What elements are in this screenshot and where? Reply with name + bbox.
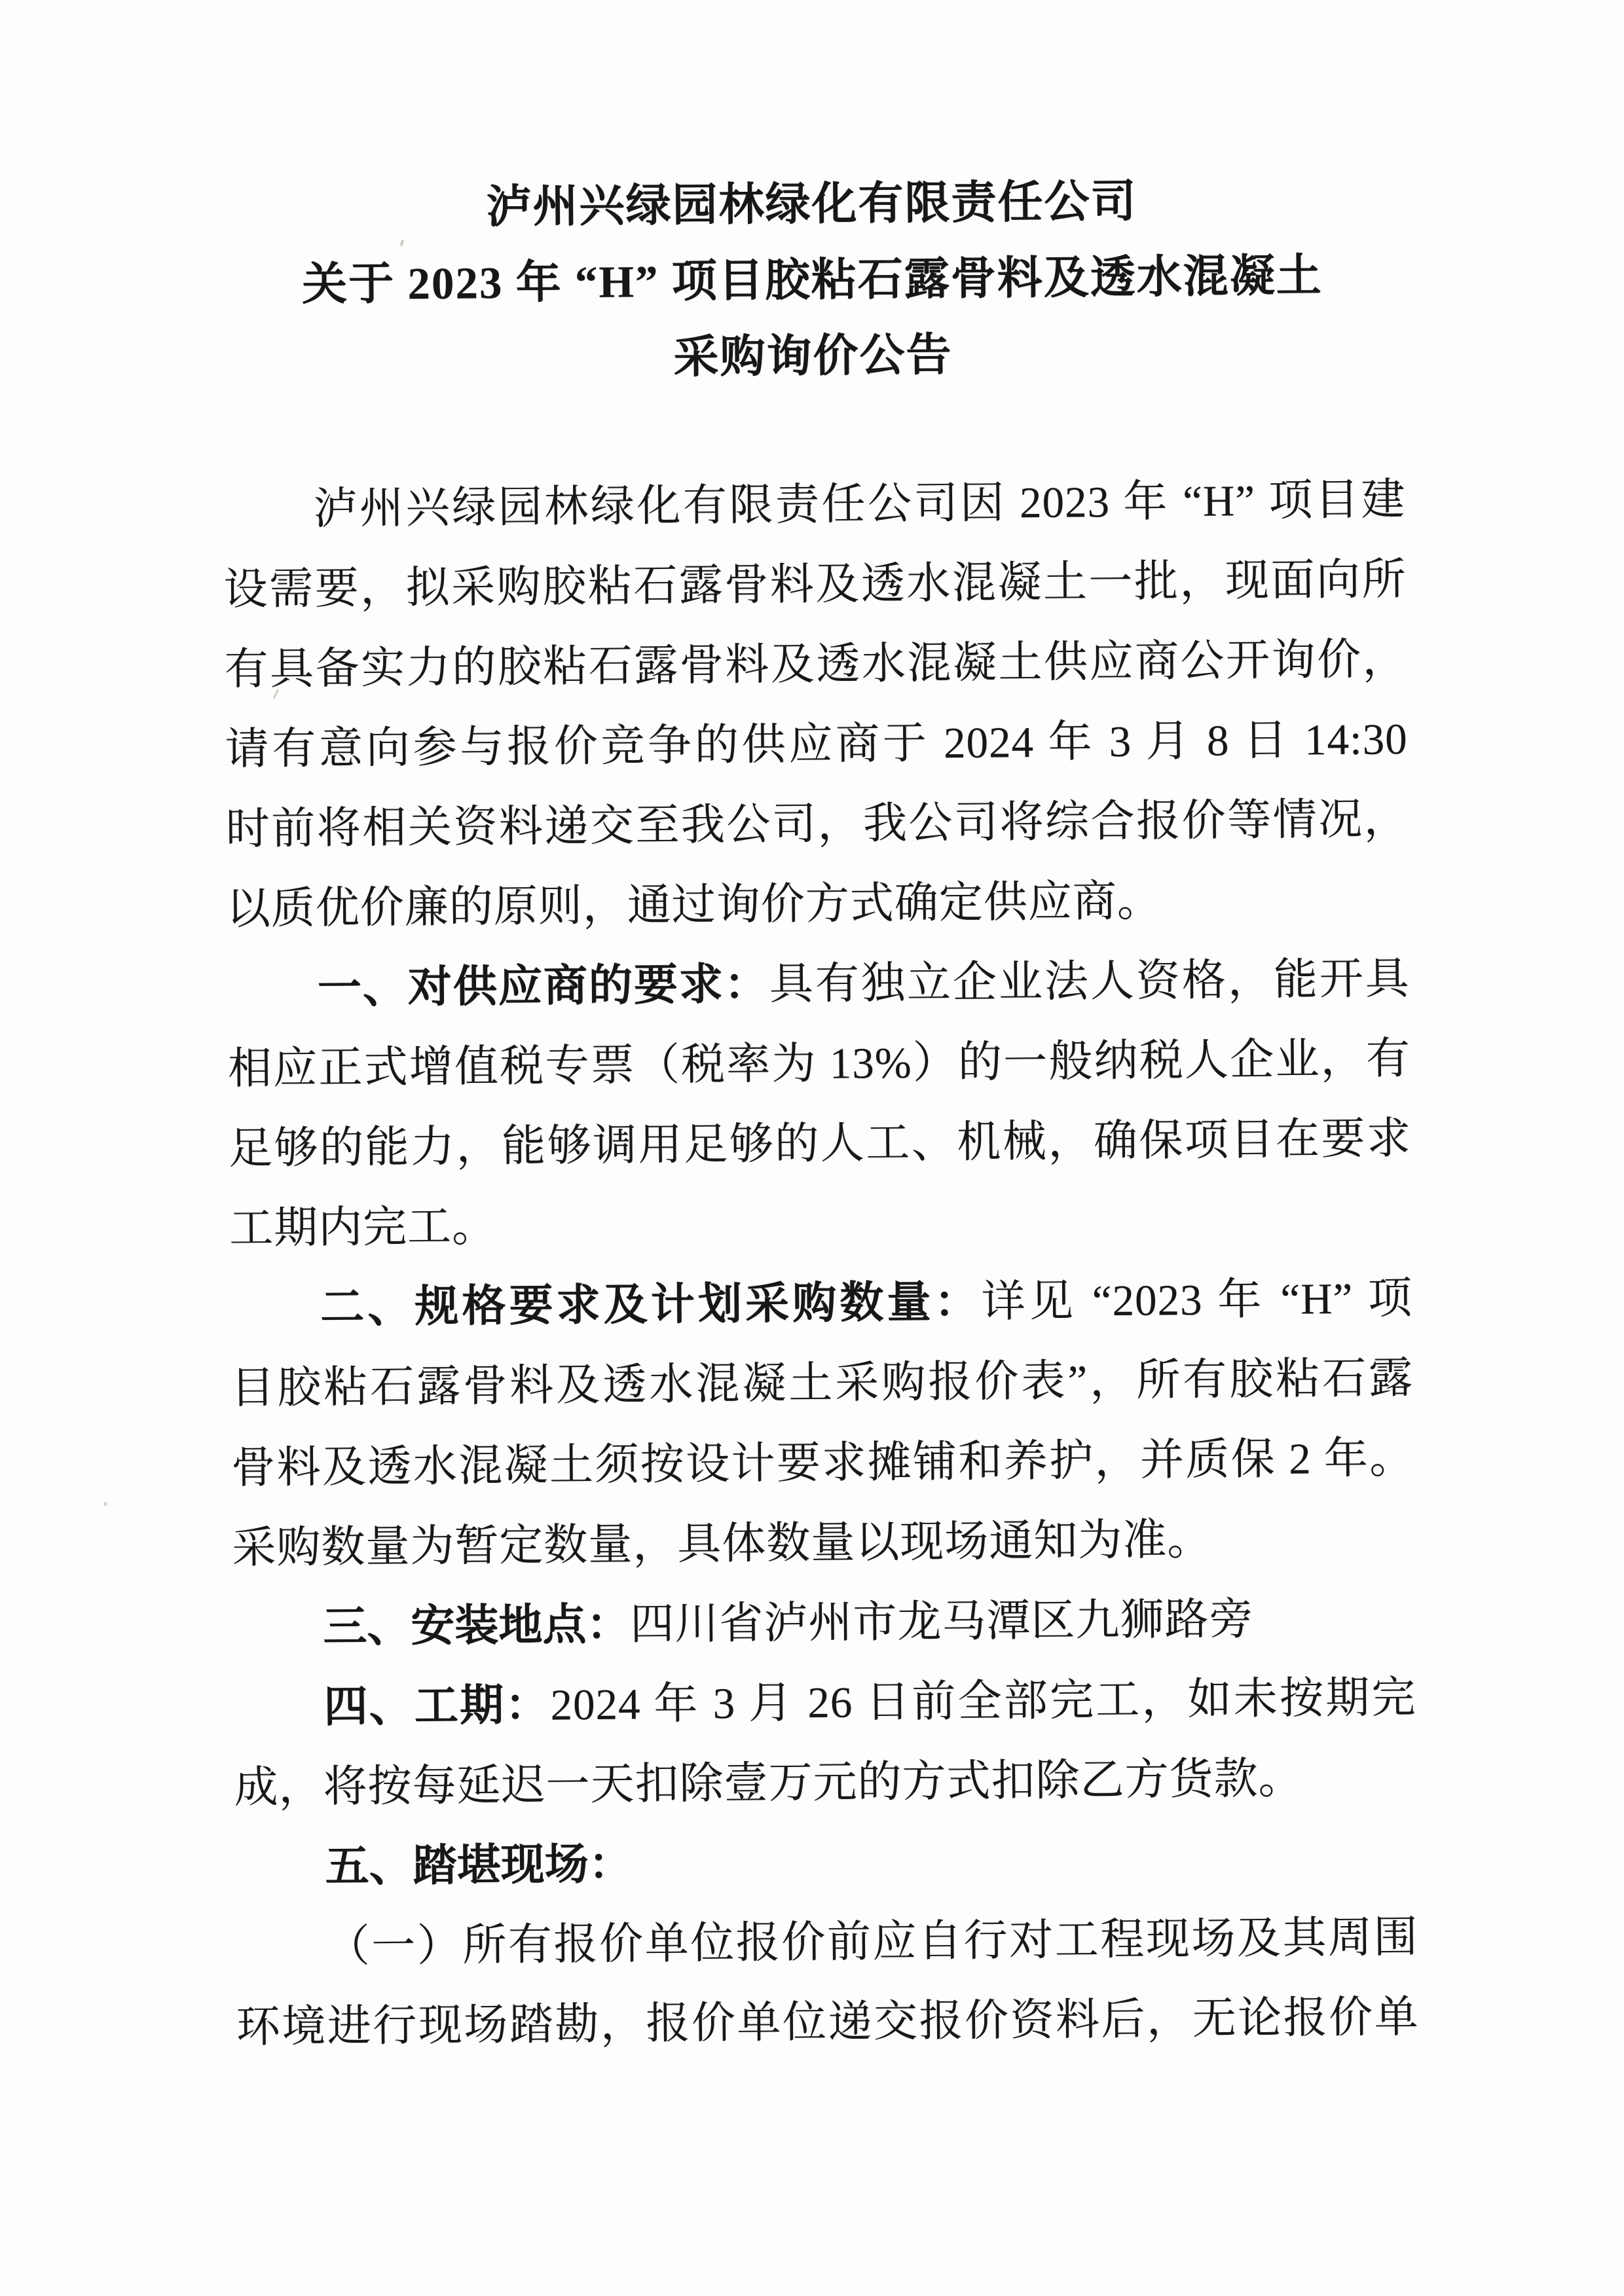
body-line xyxy=(232,1578,1416,1668)
section-heading-run: 四、工期： xyxy=(323,1680,551,1732)
text-run: 详见 “2023 年 “H” 项 xyxy=(981,1274,1413,1326)
body-line xyxy=(223,539,1407,630)
scan-artifact xyxy=(103,1502,107,1506)
text-run: 设需要，拟采购胶粘石露骨料及透水混凝土一批，现面向所 xyxy=(223,555,1407,614)
text-run: 相应正式增值税专票（税率为 13%）的一般纳税人企业，有 xyxy=(227,1034,1411,1093)
text-run: 足够的能力，能够调用足够的人工、机械，确保项目在要求 xyxy=(228,1114,1412,1173)
title-line-notice-type: 采购询价公告 xyxy=(673,330,953,382)
text-run: 请有意向参与报价竞争的供应商于 2024 年 3 月 8 日 14:30 xyxy=(225,715,1408,774)
document-content xyxy=(220,161,1419,2068)
title-line-subject: 关于 2023 年 “H” 项目胶粘石露骨料及透水混凝土 xyxy=(301,251,1323,310)
text-run: 时前将相关资料递交至我公司，我公司将综合报价等情况， xyxy=(225,795,1409,854)
text-run: 环境进行现场踏勘，报价单位递交报价资料后，无论报价单 xyxy=(236,1993,1420,2052)
section-heading-run: 三、安装地点： xyxy=(323,1599,631,1652)
body-line xyxy=(231,1338,1414,1429)
body-line xyxy=(234,1738,1417,1828)
body-line xyxy=(223,460,1406,550)
text-run: 成，将按每延迟一天扣除壹万元的方式扣除乙方货款。 xyxy=(234,1754,1303,1812)
body-line xyxy=(225,779,1409,869)
text-run: 以质优价廉的原则，通过询价方式确定供应商。 xyxy=(226,877,1162,934)
document-title xyxy=(220,161,1405,399)
body-line xyxy=(231,1418,1414,1508)
body-line xyxy=(232,1498,1415,1588)
body-line xyxy=(227,1019,1411,1109)
section-heading-run: 二、规格要求及计划采购数量： xyxy=(320,1277,982,1332)
body-line xyxy=(234,1817,1418,1908)
body-line xyxy=(236,1977,1419,2068)
text-run: （一）所有报价单位报价前应自行对工程现场及其周围 xyxy=(325,1913,1418,1971)
text-run: 2024 年 3 月 26 日前全部完工，如未按期完 xyxy=(550,1673,1416,1730)
section-heading-run: 五、踏堪现场： xyxy=(325,1839,633,1891)
body-line xyxy=(226,859,1409,949)
text-run: 有具备实力的胶粘石露骨料及透水混凝土供应商公开询价， xyxy=(224,635,1407,694)
text-run: 四川省泸州市龙马潭区九狮路旁 xyxy=(630,1595,1254,1649)
body-line xyxy=(235,1897,1418,1988)
body-line xyxy=(230,1258,1413,1349)
text-run: 工期内完工。 xyxy=(229,1202,497,1253)
body-line xyxy=(233,1658,1416,1748)
body-line xyxy=(229,1178,1412,1269)
text-run: 泸州兴绿园林绿化有限责任公司因 2023 年 “H” 项目建 xyxy=(313,475,1406,534)
title-line-company: 泸州兴绿园林绿化有限责任公司 xyxy=(486,176,1137,232)
text-run: 采购数量为暂定数量，具体数量以现场通知为准。 xyxy=(232,1515,1212,1573)
section-heading-run: 一、对供应商的要求： xyxy=(317,959,770,1013)
body-line xyxy=(229,1099,1412,1189)
text-run: 骨料及透水混凝土须按设计要求摊铺和养护，并质保 2 年。 xyxy=(231,1434,1414,1493)
text-run: 目胶粘石露骨料及透水混凝土采购报价表”，所有胶粘石露 xyxy=(230,1354,1414,1413)
document-body xyxy=(223,460,1419,2068)
text-run: 具有独立企业法人资格，能开具 xyxy=(769,955,1411,1009)
body-line xyxy=(224,619,1407,710)
body-line xyxy=(225,699,1408,790)
body-line xyxy=(227,939,1410,1029)
